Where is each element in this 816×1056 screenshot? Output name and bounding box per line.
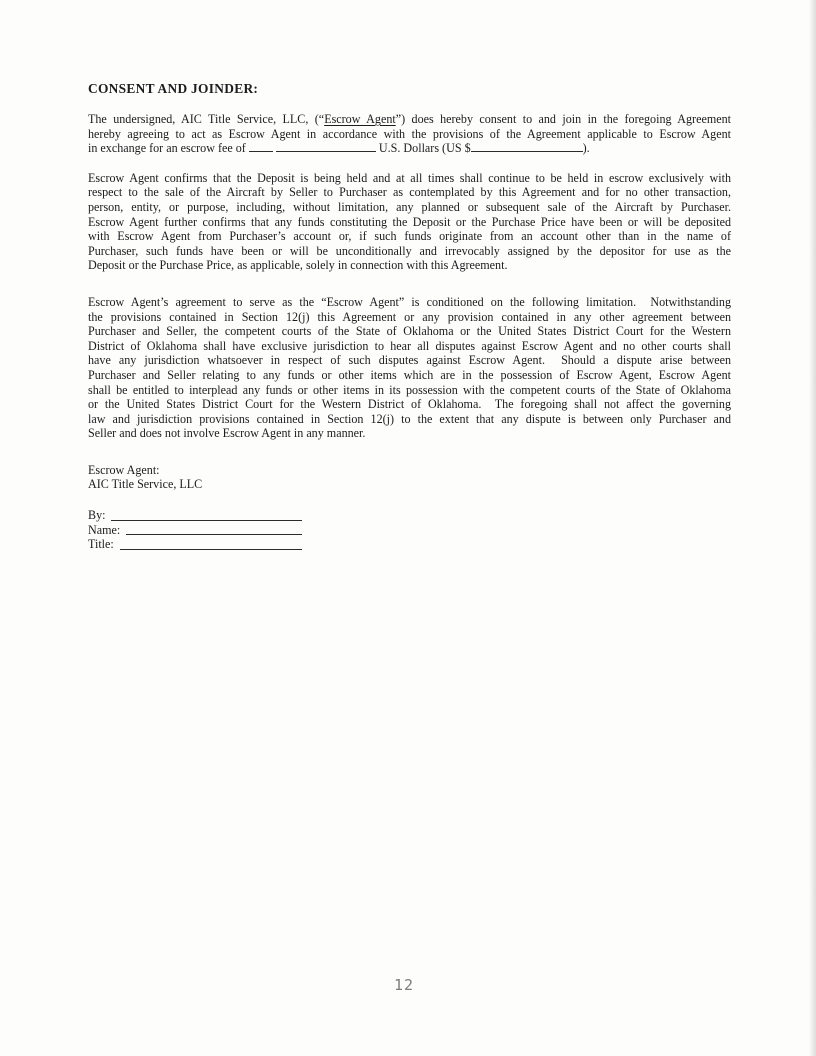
text-line — [88, 200, 731, 215]
signature-company-name: AIC Title Service, LLC — [88, 477, 203, 492]
text-line — [88, 353, 731, 368]
text-segment: Escrow Agent confirms that the Deposit is being held and at all times shall continue to be held in escrow exclusively with — [88, 170, 731, 185]
text-segment: in exchange for an escrow fee of — [88, 141, 249, 156]
text-line — [88, 426, 731, 441]
text-line — [88, 244, 731, 259]
text-segment: Seller and does not involve Escrow Agent in any manner. — [88, 426, 366, 441]
text-line — [88, 295, 731, 310]
text-line — [88, 339, 731, 354]
text-segment: Purchaser and Seller relating to any funds or other items which are in the possession of Escrow Agent, Escrow Agent — [88, 367, 731, 382]
text-line — [88, 397, 731, 412]
signature-field-row — [88, 537, 302, 552]
fill-in-blank — [471, 141, 583, 152]
text-segment: Deposit or the Purchase Price, as applicable, solely in connection with this Agreement. — [88, 258, 508, 273]
fill-in-blank — [276, 141, 376, 152]
text-segment: have any jurisdiction whatsoever in respect of such disputes against Escrow Agent. Should a dispute arise between — [88, 353, 731, 368]
text-segment: Purchaser and Seller, the competent courts of the State of Oklahoma or the United States District Court for the Western — [88, 324, 731, 339]
signature-field-row — [88, 508, 302, 523]
text-segment: Purchaser, such funds have been or will be unconditionally and irrevocably assigned by the depositor for use as the — [88, 243, 731, 258]
text-segment: hereby agreeing to act as Escrow Agent in accordance with the provisions of the Agreement applicable to Escrow Agent — [88, 126, 731, 141]
text-line — [88, 185, 731, 200]
signature-field-label: Name: — [88, 522, 121, 537]
text-line — [88, 215, 731, 230]
text-segment: law and jurisdiction provisions contained in Section 12(j) to the extent that any dispute is between only Purchaser and — [88, 411, 731, 426]
text-line — [88, 112, 731, 127]
text-line — [88, 141, 731, 156]
signature-fields — [88, 508, 731, 552]
text-line — [88, 412, 731, 427]
text-segment: the provisions contained in Section 12(j) this Agreement or any provision contained in any other agreement between — [88, 309, 731, 324]
text-segment: District of Oklahoma shall have exclusive jurisdiction to hear all disputes against Escrow Agent and no other courts shall — [88, 338, 731, 353]
text-line — [88, 383, 731, 398]
signature-party-label: Escrow Agent: — [88, 462, 160, 477]
text-segment: Escrow Agent — [324, 112, 396, 126]
text-segment: or the United States District Court for the Western District of Oklahoma. The foregoing shall not affect the governing — [88, 397, 731, 412]
text-segment: The undersigned, AIC Title Service, LLC, (“ — [88, 112, 325, 126]
page-number: 12 — [393, 976, 415, 994]
paragraph-deposit-confirmation — [88, 171, 731, 273]
signature-block — [88, 463, 731, 552]
signature-rule-line — [126, 523, 302, 536]
text-line — [88, 258, 731, 273]
paragraph-consent-escrow-fee — [88, 112, 731, 156]
signature-rule-line — [120, 537, 302, 550]
paragraph-jurisdiction-limitation — [88, 295, 731, 441]
text-segment: ”) does hereby consent to and join in the foregoing Agreement — [395, 112, 731, 126]
section-heading: CONSENT AND JOINDER: — [88, 81, 259, 96]
text-segment: with Escrow Agent from Purchaser’s account or, if such funds originate from an account other than in the name of — [88, 229, 731, 244]
text-segment: Escrow Agent further confirms that any funds constituting the Deposit or the Purchase Price have been or will be deposited — [88, 214, 731, 229]
fill-in-blank — [249, 141, 273, 152]
text-line — [88, 324, 731, 339]
document-content — [88, 81, 731, 552]
signature-field-label: Title: — [88, 537, 114, 552]
signature-field-label: By: — [88, 508, 106, 523]
text-segment: person, entity, or purpose, including, without limitation, any planned or subsequent sale of the Aircraft by Purchaser. — [88, 199, 731, 214]
signature-field-row — [88, 523, 302, 538]
text-line — [88, 171, 731, 186]
text-segment: Escrow Agent’s agreement to serve as the “Escrow Agent” is conditioned on the following limitation. Notwithstanding — [88, 294, 731, 309]
text-line — [88, 229, 731, 244]
text-line — [88, 127, 731, 142]
text-line — [88, 368, 731, 383]
text-segment: U.S. Dollars (US $ — [375, 141, 471, 156]
signature-rule-line — [111, 508, 302, 521]
text-line — [88, 310, 731, 325]
text-segment: ). — [582, 141, 590, 156]
text-segment: shall be entitled to interplead any funds or other items in its possession with the competent courts of the State of Oklahoma — [88, 382, 731, 397]
text-segment: respect to the sale of the Aircraft by Seller to Purchaser as contemplated by this Agreement and for no other transaction, — [88, 185, 731, 200]
scan-edge-shadow — [809, 0, 816, 1056]
